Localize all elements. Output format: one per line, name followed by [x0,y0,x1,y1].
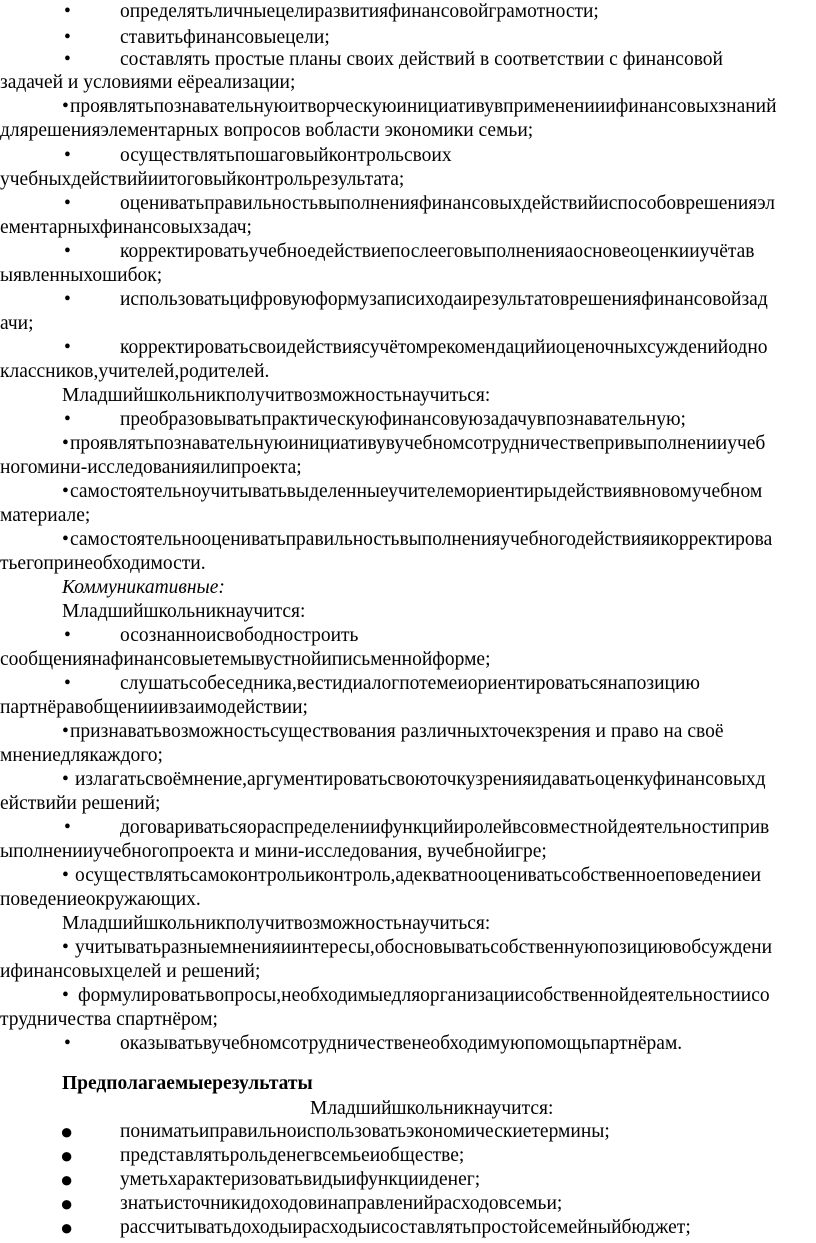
list-item-text: уметьхарактеризоватьвидыифункцииденег; [120,1169,481,1190]
list-item-text: ементарныхфинансовыхзадач; [0,217,252,238]
list-item [0,480,816,504]
list-item-text: ыполненииучебногопроекта и мини-исследования, вучебнойигре; [0,841,547,862]
list-item-text: осуществлятьсамоконтрольиконтроль,адекватнооцениватьсобственноеповедениеи [75,865,762,886]
list-item-text: проявлятьпознавательнуюинициативувучебномсотрудничествепривыполненииучеб [70,433,766,454]
bullet: ● [60,1192,74,1216]
results-heading: Предполагаемыерезультаты [62,1073,313,1094]
list-item-text: осуществлятьпошаговыйконтрольсвоих [120,145,452,166]
list-item [0,984,816,1008]
list-item-text: тьегопринеобходимости. [0,553,206,574]
bullet: • [62,769,69,790]
bullet: • [64,289,71,310]
bullet: • [64,817,71,838]
bullet: • [64,241,71,262]
list-item [0,816,816,840]
bullet: • [64,49,71,70]
list-item-text: излагатьсвоёмнение,аргументироватьсвоюточкузренияидаватьоценкуфинансовыхд [75,769,766,790]
list-item-text: корректироватьсвоидействиясучётомрекомендацийиоценочныхсужденийодно [120,337,768,358]
list-item-text: корректироватьучебноедействиепослееговыполненияаосновеоценкииучётав [120,241,755,262]
bullet: • [64,145,71,166]
text-line [0,744,816,768]
list-item [0,288,816,312]
list-item-text: трудничества спартнёром; [0,1009,218,1030]
list-item [0,1192,816,1216]
list-item [0,1120,816,1144]
list-item-text: определятьличныецелиразвитияфинансовойграмотности; [120,1,599,22]
list-item-text: ифинансовыхцелей и решений; [0,961,261,982]
bullet: ● [60,1144,74,1168]
list-item-text: самостоятельнооцениватьправильностьвыполненияучебногодействияикорректирова [70,529,773,550]
text-line [0,696,816,720]
list-item-text: сообщениянафинансовыетемывустнойиписьменнойформе; [0,649,491,670]
list-item [0,768,816,792]
list-item-text: ействийи решений; [0,793,161,814]
list-item [0,1168,816,1192]
list-item [0,1216,816,1240]
list-item-text: ачи; [0,313,34,334]
list-item-text: материале; [0,505,91,526]
list-item-text: классников,учителей,родителей. [0,361,270,382]
list-item-text: самостоятельноучитыватьвыделенныеучителемориентирыдействиявновомучебном [70,481,763,502]
bullet: ● [60,1120,74,1144]
text-line [0,119,816,143]
list-item-text: ногомини-исследованияилипроекта; [0,457,302,478]
list-item-text: осознанноисвободностроить [120,625,359,646]
bullet: ● [60,1168,74,1192]
text-line [0,456,816,480]
list-item-text: ставитьфинансовыецели; [120,27,330,48]
list-item [0,95,816,119]
list-item-text: знатьисточникидоходовинаправленийрасходовсемьи; [120,1193,563,1214]
bullet: • [62,721,69,742]
paragraph-text: Младшийшкольникполучитвозможностьнаучиться: [62,913,491,934]
bullet: • [64,27,71,48]
text-line [0,552,816,576]
text-line [0,960,816,984]
text-line [0,264,816,288]
paragraph-text: Младшийшкольникнаучится: [310,1098,554,1119]
paragraph-text: Младшийшкольникполучитвозможностьнаучиться: [62,385,491,406]
list-item [0,432,816,456]
bullet: • [62,937,69,958]
list-item [0,1032,816,1056]
list-item-text: признаватьвозможностьсуществования различныхточекзрения и право на своё [70,721,724,742]
list-item-text: преобразовыватьпрактическуюфинансовуюзадачувпознавательную; [120,409,686,430]
bullet: ● [60,1216,74,1240]
list-item-text: задачей и условиями еёреализации; [0,72,296,93]
list-item-text: формулироватьвопросы,необходимыедляорганизациисобственнойдеятельностиисо [78,985,770,1006]
text-line [0,216,816,240]
list-item [0,336,816,360]
text-line [0,1008,816,1032]
bullet: • [64,193,71,214]
text-line [0,888,816,912]
list-item-text: представлятьрольденегвсемьеиобществе; [120,1145,465,1166]
bullet: • [62,865,69,886]
text-line [0,504,816,528]
bullet: • [62,96,69,117]
text-line [0,360,816,384]
list-item [0,408,816,432]
list-item [0,0,816,24]
list-item-text: поведениеокружающих. [0,889,201,910]
list-item [0,1144,816,1168]
bullet: • [64,409,71,430]
bullet: • [62,529,69,550]
text-line [0,648,816,672]
paragraph [0,600,816,624]
bullet: • [62,481,69,502]
list-item-text: мнениедлякаждого; [0,745,163,766]
paragraph [0,1097,816,1121]
list-item-text: договариватьсяораспределениифункцийиролейвсовместнойдеятельностиприв [120,817,770,838]
text-line [0,168,816,192]
text-line [0,312,816,336]
bullet: • [64,1033,71,1054]
list-item [0,240,816,264]
list-item-text: партнёравобщенииивзаимодействии; [0,697,308,718]
list-item [0,26,816,50]
list-item-text: пониматьиправильноиспользоватьэкономическиетермины; [120,1121,610,1142]
list-item [0,192,816,216]
list-item-text: слушатьсобеседника,вестидиалогпотемеиориентироватьсянапозицию [120,673,700,694]
bullet: • [62,985,69,1006]
bullet: • [62,433,69,454]
list-item [0,936,816,960]
page-title [0,1072,816,1096]
text-line [0,71,816,95]
section-heading [0,576,816,600]
list-item-text: оцениватьправильностьвыполненияфинансовыхдействийиспособоврешенияэл [120,193,776,214]
list-item [0,528,816,552]
list-item-text: ыявленныхошибок; [0,265,163,286]
list-item [0,672,816,696]
list-item-text: учитыватьразныемненияиинтересы,обосновыватьсобственнуюпозициювобсуждени [75,937,773,958]
list-item [0,720,816,744]
list-item-text: оказыватьвучебномсотрудничественеобходимуюпомощьпартнёрам. [120,1033,683,1054]
section-heading-text: Коммуникативные: [62,577,225,598]
bullet: • [64,625,71,646]
list-item-text: использоватьцифровуюформузаписиходаирезультатоврешенияфинансовойзад [120,289,768,310]
list-item-text: рассчитыватьдоходыирасходыисоставлятьпростойсемейныйбюджет; [120,1217,691,1238]
text-line [0,792,816,816]
list-item-text: длярешенияэлементарных вопросов вобласти экономики семьи; [0,120,534,141]
list-item [0,864,816,888]
list-item [0,624,816,648]
paragraph [0,912,816,936]
text-line [0,840,816,864]
bullet: • [64,1,71,22]
bullet: • [64,673,71,694]
list-item [0,48,816,72]
paragraph [0,384,816,408]
list-item-text: проявлятьпознавательнуюитворческуюинициативувпримененииифинансовыхзнаний [70,96,777,117]
list-item-text: составлять простые планы своих действий в соответствии с финансовой [120,49,723,70]
paragraph-text: Младшийшкольникнаучится: [62,601,306,622]
bullet: • [64,337,71,358]
list-item-text: учебныхдействийиитоговыйконтрольрезультата; [0,169,405,190]
list-item [0,144,816,168]
